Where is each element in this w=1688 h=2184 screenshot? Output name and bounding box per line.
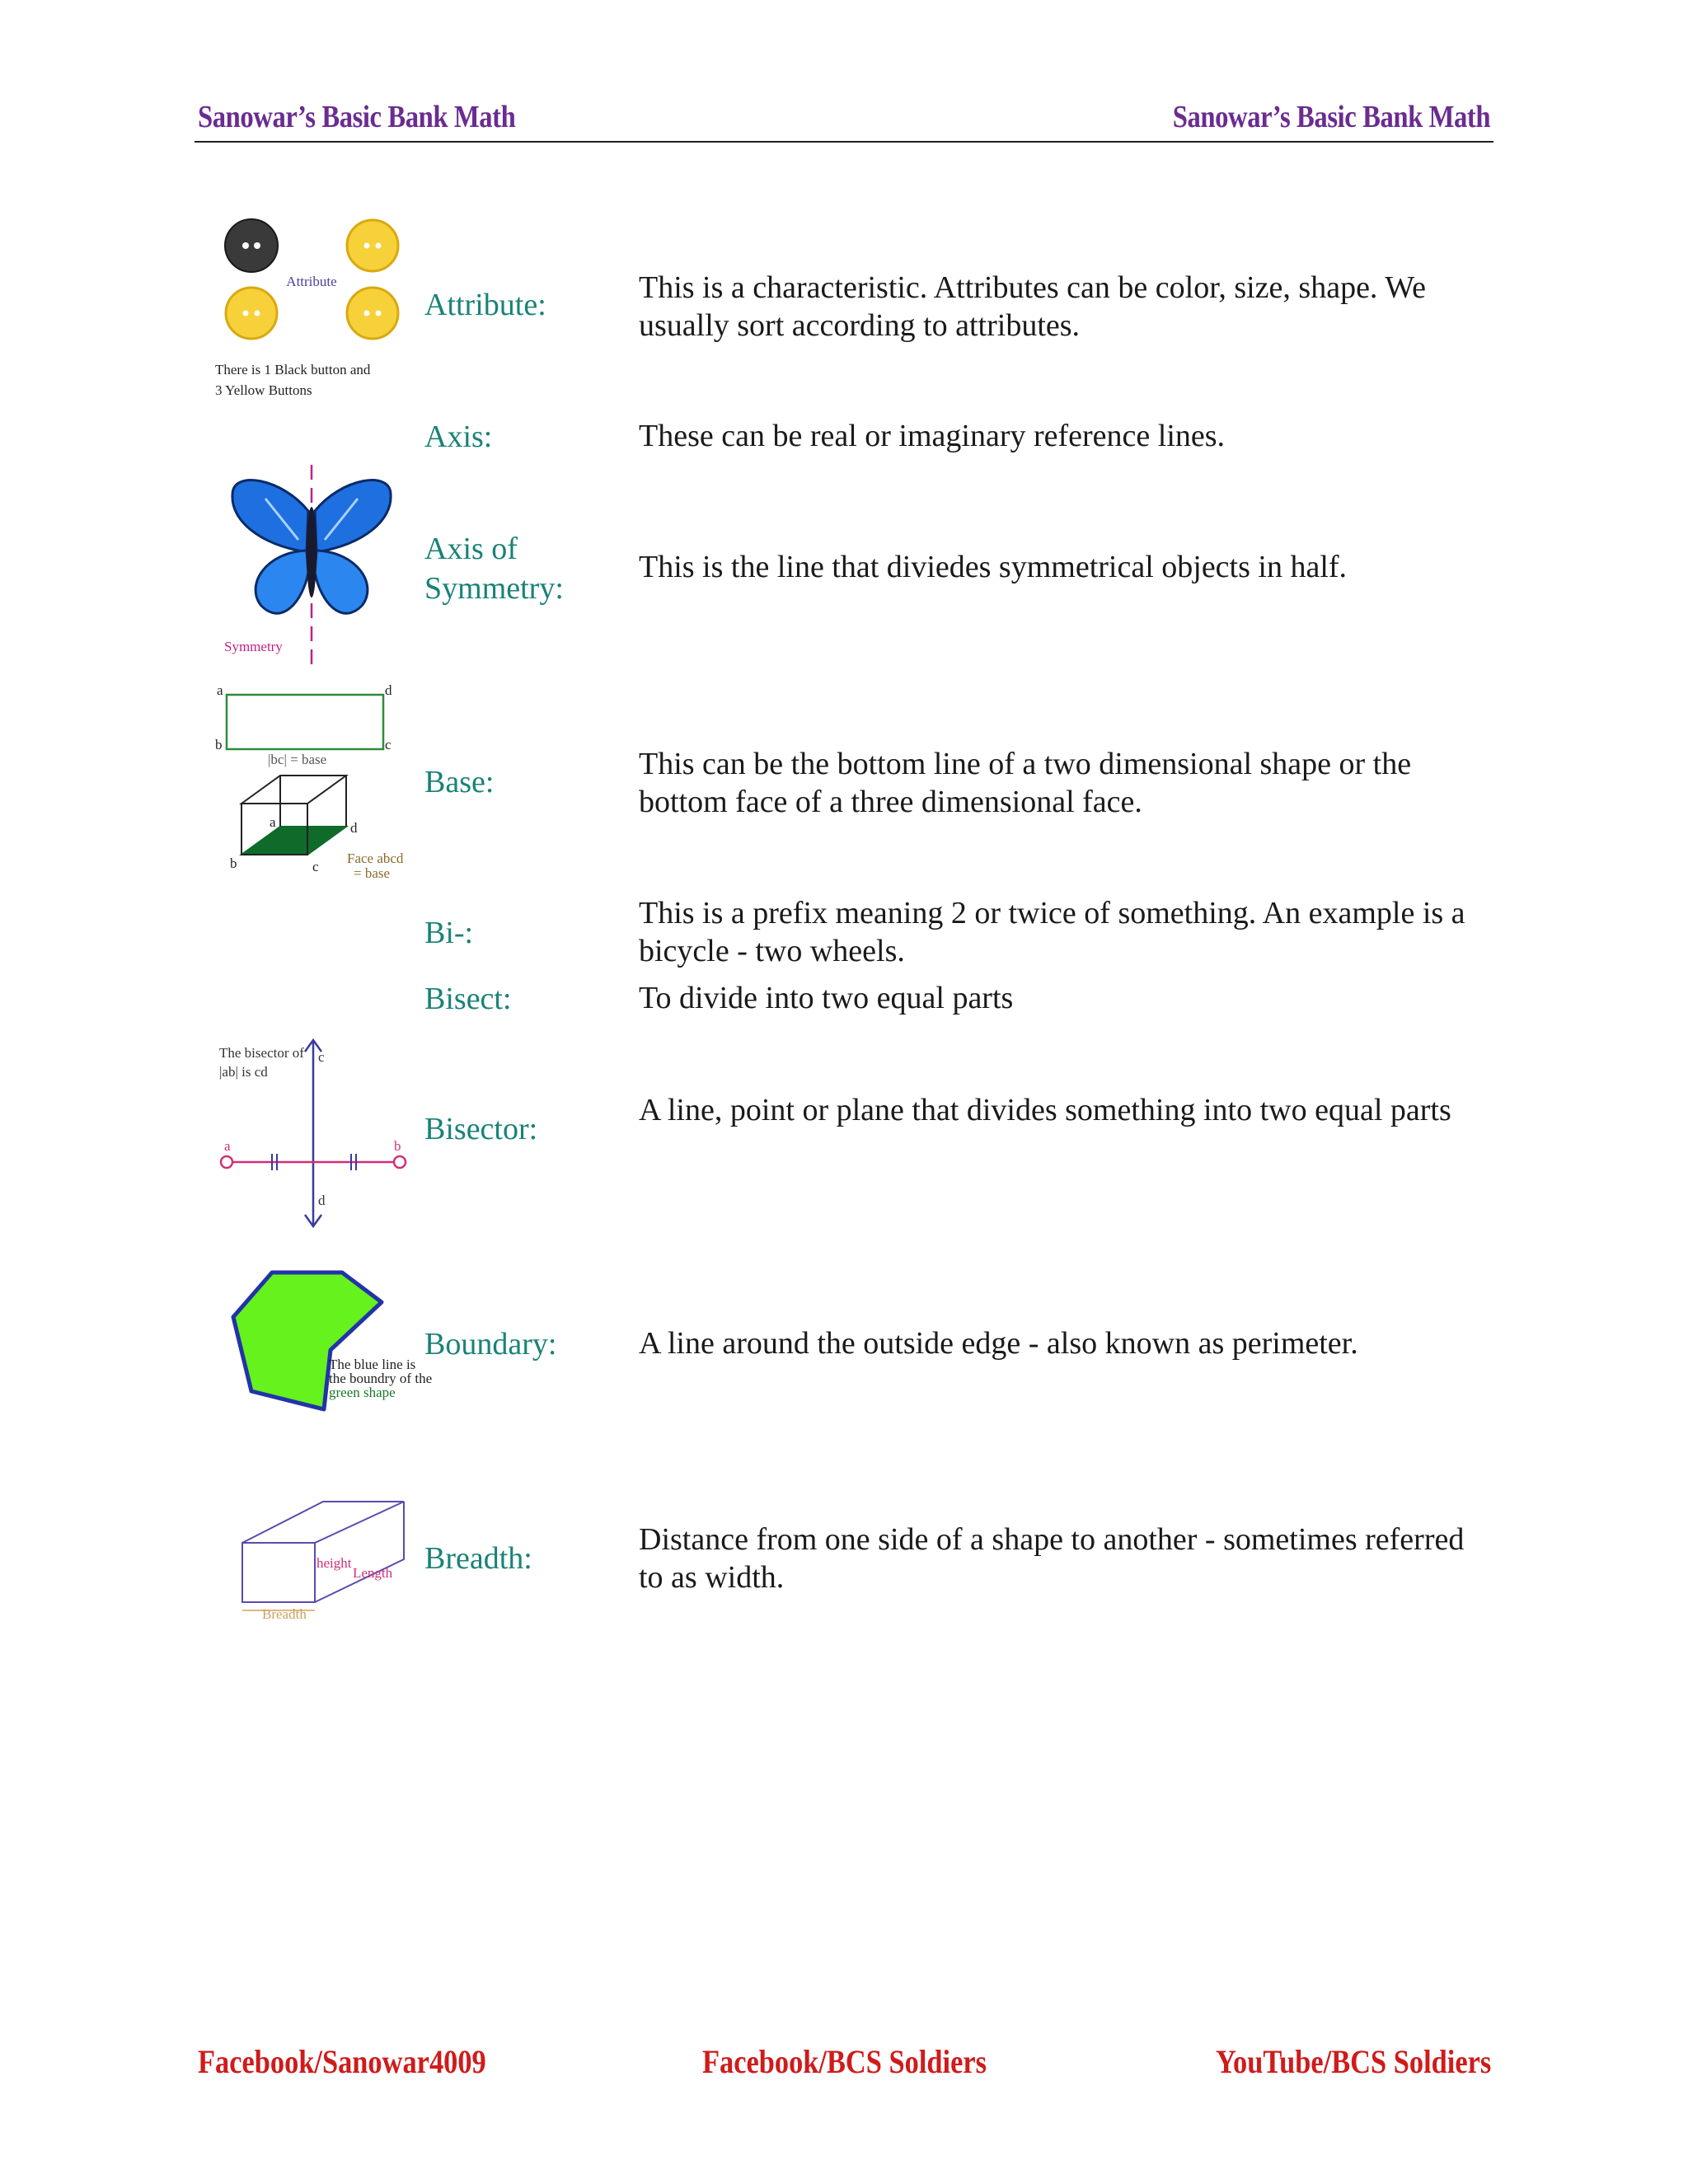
term-attribute: Attribute: (424, 288, 546, 322)
black-button-icon (225, 219, 278, 272)
boundary-caption-line1: The blue line is (329, 1357, 416, 1372)
definition-bisect: To divide into two equal parts (639, 981, 1014, 1015)
header-left-title: Sanowar’s Basic Bank Math (198, 100, 516, 134)
rect-label-b: b (215, 737, 223, 752)
definition-axis: These can be real or imaginary reference lines. (639, 419, 1226, 453)
boundary-illustration (227, 1268, 433, 1424)
symmetry-illustration (216, 462, 406, 676)
term-base: Base: (424, 765, 495, 799)
yellow-button-icon (347, 220, 398, 271)
definition-axis-of-symmetry: This is the line that diviedes symmetrical objects in half. (639, 550, 1348, 584)
definition-breadth: Distance from one side of a shape to another - sometimes referred to as width. (639, 1522, 1465, 1595)
term-axis-of-symmetry: Axis of Symmetry: (424, 532, 564, 606)
cube-icon (241, 776, 346, 855)
definition-bi: This is a prefix meaning 2 or twice of something. An example is a bicycle - two wheels. (639, 896, 1465, 968)
breadth-illustration (231, 1485, 420, 1621)
rect-label-d: d (385, 682, 392, 698)
breadth-label-breadth: Breadth (262, 1606, 307, 1622)
rect-label-c: c (385, 737, 392, 752)
term-bisector: Bisector: (424, 1112, 538, 1146)
cube-caption-line1: Face abcd (347, 851, 404, 866)
boundary-caption-line3: green shape (329, 1385, 396, 1400)
rectangular-prism-icon (242, 1502, 404, 1602)
footer-facebook-sanowar: Facebook/Sanowar4009 (198, 2043, 486, 2080)
breadth-label-height: height (316, 1555, 352, 1571)
definition-base: This can be the bottom line of a two dimensional shape or the bottom face of a three dimensional face. (639, 747, 1412, 819)
symmetry-label: Symmetry (224, 639, 283, 654)
term-boundary: Boundary: (424, 1327, 557, 1361)
term-breadth: Breadth: (424, 1541, 532, 1576)
rect-label-a: a (217, 682, 223, 698)
attribute-caption-line2: 3 Yellow Buttons (215, 382, 312, 398)
bisector-illustration (214, 1037, 412, 1230)
cube-label-b: b (230, 855, 237, 871)
rect-caption: |bc| = base (268, 752, 327, 767)
base-illustration (210, 680, 416, 886)
attribute-illustration (210, 213, 424, 406)
yellow-button-icon (226, 288, 277, 339)
definition-bisector: A line, point or plane that divides something into two equal parts (639, 1093, 1451, 1127)
definition-boundary: A line around the outside edge - also known as perimeter. (639, 1326, 1358, 1361)
footer-youtube-bcs: YouTube/BCS Soldiers (1216, 2043, 1492, 2080)
bisector-caption-line2: |ab| is cd (219, 1064, 268, 1080)
attribute-caption-line1: There is 1 Black button and (215, 362, 371, 377)
breadth-label-length: Length (353, 1565, 393, 1581)
cube-label-c: c (312, 859, 319, 874)
header-rule (195, 141, 1493, 143)
bisector-label-c: c (318, 1049, 325, 1065)
cube-label-d: d (350, 820, 358, 836)
term-bi: Bi-: (424, 916, 474, 950)
cube-label-a: a (270, 814, 276, 830)
bisector-label-b: b (394, 1138, 401, 1154)
attribute-figure-title: Attribute (286, 274, 337, 289)
bisector-label-a: a (224, 1138, 231, 1154)
boundary-caption-line2: the boundry of the (329, 1371, 433, 1386)
bisector-caption-line1: The bisector of (219, 1045, 304, 1061)
yellow-button-icon (347, 288, 398, 339)
definition-attribute: This is a characteristic. Attributes can be color, size, shape. We usually sort according to attributes. (639, 270, 1426, 343)
cube-caption-line2: = base (354, 865, 391, 881)
footer-facebook-bcs: Facebook/BCS Soldiers (702, 2043, 987, 2080)
term-axis: Axis: (424, 419, 493, 454)
term-bisect: Bisect: (424, 982, 512, 1016)
bisector-label-d: d (318, 1193, 326, 1208)
header-right-title: Sanowar’s Basic Bank Math (1172, 100, 1490, 134)
